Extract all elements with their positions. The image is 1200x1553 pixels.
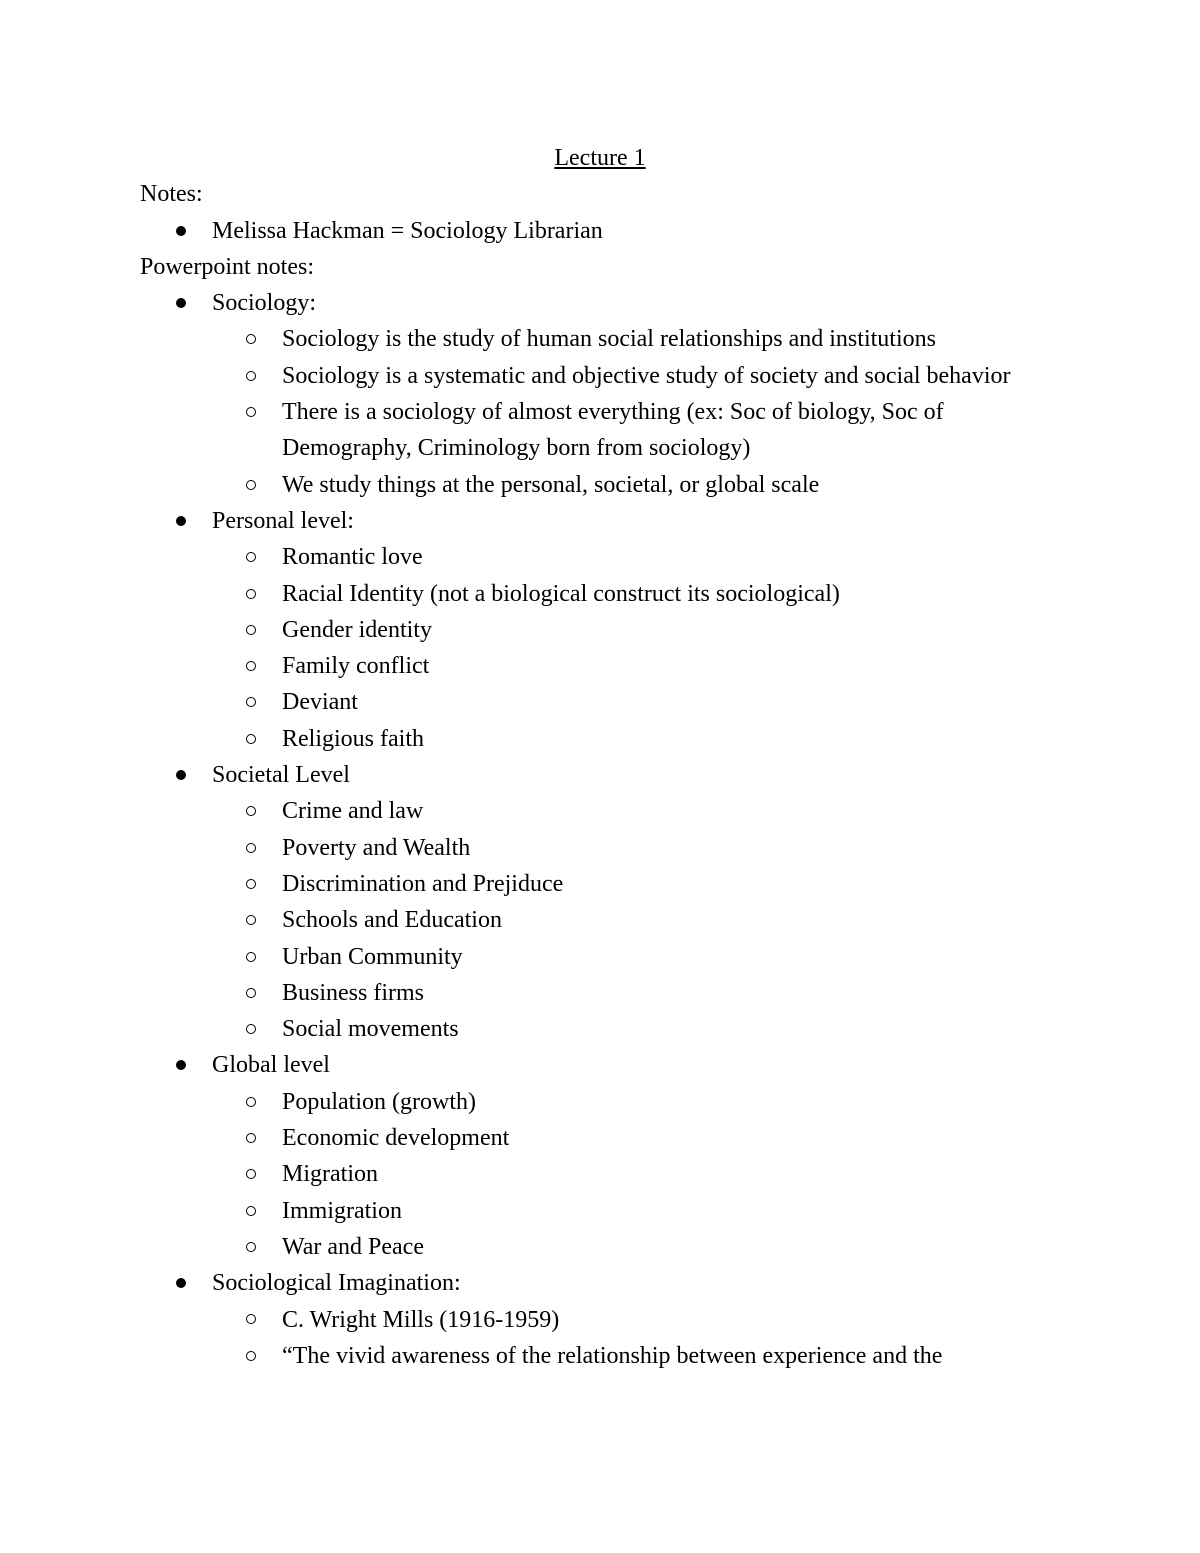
circle-bullet-icon (246, 721, 282, 757)
list-item-text: Sociology is a systematic and objective study of society and social behavior (282, 362, 1011, 389)
list-item-text: Social movements (282, 1016, 459, 1043)
section-personal-level (140, 503, 1060, 539)
circle-bullet-icon (246, 648, 282, 684)
list-item-text: Melissa Hackman = Sociology Librarian (212, 217, 603, 244)
list-item-text: Schools and Education (282, 907, 502, 934)
list-item (140, 1193, 1060, 1229)
circle-bullet-icon (246, 1229, 282, 1265)
circle-bullet-icon (246, 358, 282, 394)
circle-bullet-icon (246, 1302, 282, 1338)
list-item (140, 684, 1060, 720)
circle-bullet-icon (246, 939, 282, 975)
list-item (140, 793, 1060, 829)
powerpoint-label: Powerpoint notes: (140, 253, 314, 280)
list-item (140, 1084, 1060, 1120)
bullet-icon (176, 213, 212, 249)
list-item-text: Population (growth) (282, 1088, 476, 1115)
section-sociology (140, 285, 1060, 321)
section-heading: Personal level: (212, 507, 354, 534)
list-item-text: War and Peace (282, 1233, 424, 1260)
list-item (140, 721, 1060, 757)
list-item-text: Poverty and Wealth (282, 834, 471, 861)
section-heading: Sociology: (212, 290, 317, 317)
section-societal-level (140, 757, 1060, 793)
list-item-text: Deviant (282, 689, 358, 716)
list-item (140, 830, 1060, 866)
list-item-text: Immigration (282, 1197, 402, 1224)
circle-bullet-icon (246, 1084, 282, 1120)
document-content (140, 140, 1060, 1374)
circle-bullet-icon (246, 321, 282, 357)
list-item (140, 902, 1060, 938)
list-item (140, 321, 1060, 357)
circle-bullet-icon (246, 684, 282, 720)
list-item (140, 467, 1060, 503)
list-item-text: We study things at the personal, societal, or global scale (282, 471, 820, 498)
list-item (140, 358, 1060, 394)
circle-bullet-icon (246, 1120, 282, 1156)
notes-label: Notes: (140, 181, 203, 208)
list-item (140, 1156, 1060, 1192)
bullet-icon (176, 1265, 212, 1301)
list-item-text: Sociology is the study of human social relationships and institutions (282, 326, 936, 353)
list-item (140, 648, 1060, 684)
section-sociological-imagination (140, 1265, 1060, 1301)
circle-bullet-icon (246, 866, 282, 902)
section-heading: Societal Level (212, 762, 350, 789)
list-item-text: Economic development (282, 1125, 510, 1152)
list-item (140, 975, 1060, 1011)
list-item-text: “The vivid awareness of the relationship between experience and the (282, 1342, 943, 1369)
circle-bullet-icon (246, 1193, 282, 1229)
section-heading: Global level (212, 1052, 330, 1079)
circle-bullet-icon (246, 1011, 282, 1047)
section-heading: Sociological Imagination: (212, 1270, 461, 1297)
list-item-text: Family conflict (282, 653, 430, 680)
list-item-text: Crime and law (282, 798, 424, 825)
powerpoint-list (140, 285, 1060, 1374)
list-item (140, 213, 1060, 249)
circle-bullet-icon (246, 394, 282, 430)
list-item (140, 394, 1060, 467)
list-item (140, 1120, 1060, 1156)
circle-bullet-icon (246, 793, 282, 829)
list-item-text: Business firms (282, 979, 425, 1006)
list-item (140, 866, 1060, 902)
circle-bullet-icon (246, 1338, 282, 1374)
circle-bullet-icon (246, 467, 282, 503)
list-item (140, 1338, 1060, 1374)
circle-bullet-icon (246, 612, 282, 648)
list-item (140, 539, 1060, 575)
list-item (140, 1229, 1060, 1265)
list-item-text: There is a sociology of almost everything (ex: Soc of biology, Soc of Demography, Criminology born from sociology) (282, 399, 944, 462)
circle-bullet-icon (246, 539, 282, 575)
circle-bullet-icon (246, 830, 282, 866)
list-item-text: C. Wright Mills (1916-1959) (282, 1306, 560, 1333)
page-title: Lecture 1 (554, 145, 646, 171)
section-global-level (140, 1047, 1060, 1083)
list-item-text: Gender identity (282, 616, 432, 643)
bullet-icon (176, 285, 212, 321)
notes-list (140, 213, 1060, 249)
list-item-text: Romantic love (282, 544, 423, 571)
list-item-text: Migration (282, 1161, 378, 1188)
circle-bullet-icon (246, 1156, 282, 1192)
list-item-text: Discrimination and Prejiduce (282, 870, 564, 897)
bullet-icon (176, 503, 212, 539)
list-item (140, 612, 1060, 648)
circle-bullet-icon (246, 975, 282, 1011)
circle-bullet-icon (246, 576, 282, 612)
list-item (140, 1011, 1060, 1047)
list-item-text: Religious faith (282, 725, 424, 752)
list-item (140, 576, 1060, 612)
list-item (140, 939, 1060, 975)
bullet-icon (176, 1047, 212, 1083)
list-item-text: Racial Identity (not a biological construct its sociological) (282, 580, 840, 607)
bullet-icon (176, 757, 212, 793)
circle-bullet-icon (246, 902, 282, 938)
list-item-text: Urban Community (282, 943, 463, 970)
list-item (140, 1302, 1060, 1338)
